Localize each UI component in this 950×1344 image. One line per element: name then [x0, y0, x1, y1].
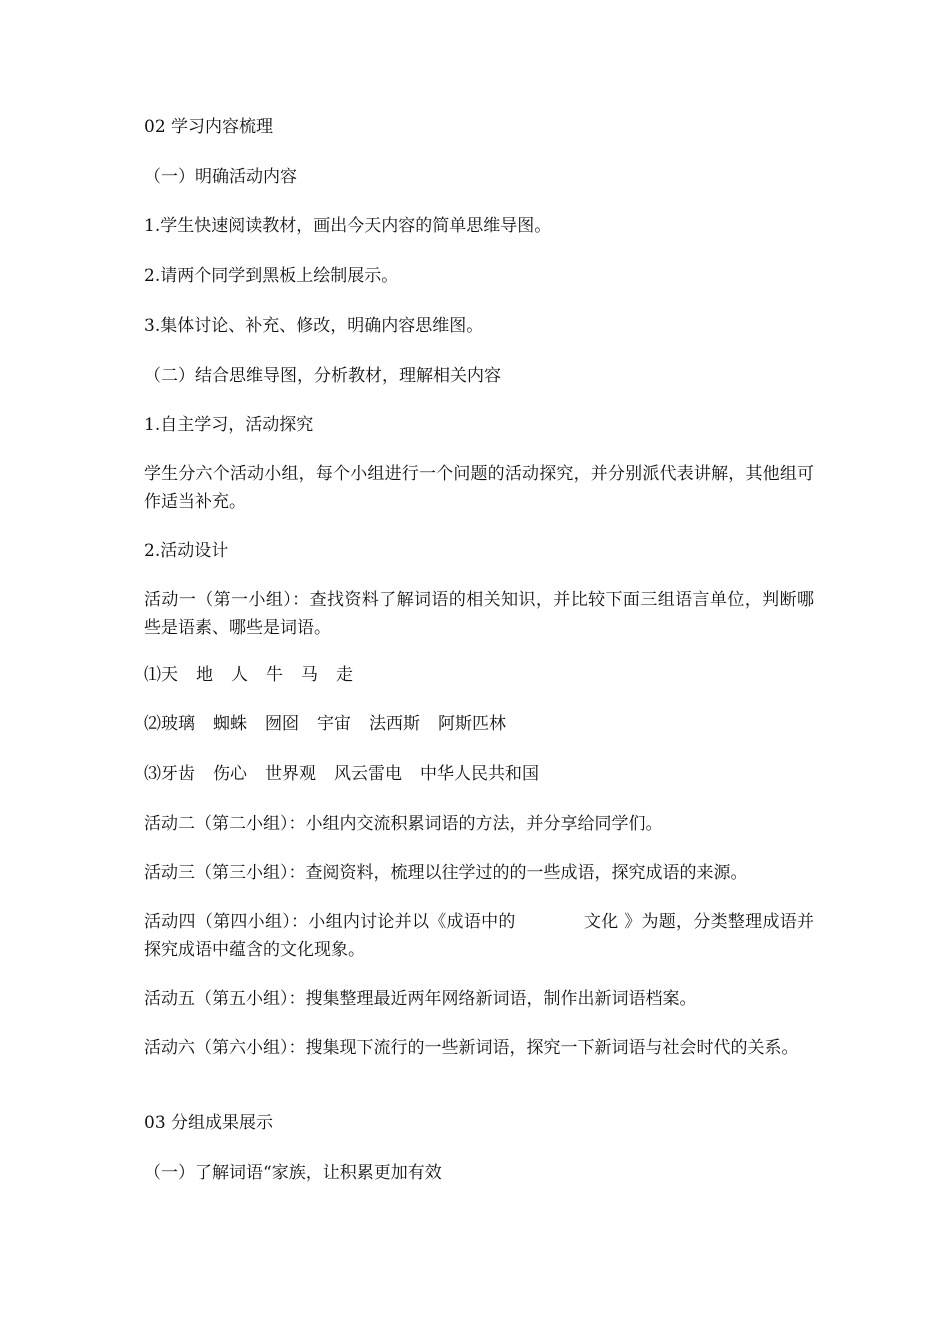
word: 玻璃 — [161, 714, 195, 734]
word-group-label: ⑵ — [144, 714, 161, 734]
word: 风云雷电 — [334, 764, 402, 784]
activity-2: 活动二（第二小组）：小组内交流积累词语的方法，并分享给同学们。 — [144, 814, 663, 834]
paragraph-4: 1.自主学习，活动探究 — [144, 415, 314, 435]
paragraph-3: 3.集体讨论、补充、修改，明确内容思维图。 — [144, 316, 484, 336]
word-group-2 — [144, 711, 814, 737]
subheading-3: （一）了解词语“家族，让积累更加有效 — [144, 1163, 442, 1183]
word: 马 — [301, 665, 318, 685]
activity-4 — [144, 908, 814, 964]
paragraph-5: 学生分六个活动小组，每个小组进行一个问题的活动探究，并分别派代表讲解，其他组可作适当补充。 — [144, 464, 814, 512]
activity-1: 活动一（第一小组）：查找资料了解词语的相关知识，并比较下面三组语言单位，判断哪些是语素、哪些是词语。 — [144, 590, 814, 638]
activity-3: 活动三（第三小组）：查阅资料，梳理以往学过的的一些成语，探究成语的来源。 — [144, 863, 748, 883]
word: 囫囵 — [265, 714, 299, 734]
activity-5: 活动五（第五小组）：搜集整理最近两年网络新词语，制作出新词语档案。 — [144, 989, 697, 1009]
word: 阿斯匹林 — [438, 714, 506, 734]
word: 牙齿 — [161, 764, 195, 784]
paragraph-1: 1.学生快速阅读教材，画出今天内容的简单思维导图。 — [144, 216, 552, 236]
section-heading-03: 03 分组成果展示 — [144, 1113, 274, 1133]
word: 蜘蛛 — [213, 714, 247, 734]
word: 地 — [196, 665, 213, 685]
section-heading-02: 02 学习内容梳理 — [144, 117, 274, 137]
subheading-2: （二）结合思维导图，分析教材，理解相关内容 — [144, 366, 501, 386]
word: 宇宙 — [317, 714, 351, 734]
word: 牛 — [266, 665, 283, 685]
word-group-1 — [144, 662, 814, 688]
activity-4-part-2: 文化 》为题，分类整理成语并探究成语中蕴含的文化现象。 — [144, 912, 815, 960]
word: 法西斯 — [369, 714, 420, 734]
word: 世界观 — [265, 764, 316, 784]
word-group-label: ⑶ — [144, 764, 161, 784]
paragraph-6: 2.活动设计 — [144, 541, 229, 561]
word: 伤心 — [213, 764, 247, 784]
word: 天 — [161, 665, 178, 685]
activity-6: 活动六（第六小组）：搜集现下流行的一些新词语，探究一下新词语与社会时代的关系。 — [144, 1038, 799, 1058]
subheading-1: （一）明确活动内容 — [144, 167, 297, 187]
word: 中华人民共和国 — [420, 764, 539, 784]
word: 走 — [336, 665, 353, 685]
word-group-label: ⑴ — [144, 665, 161, 685]
word: 人 — [231, 665, 248, 685]
activity-4-part-1: 活动四（第四小组）：小组内讨论并以《成语中的 — [144, 912, 516, 932]
paragraph-2: 2.请两个同学到黑板上绘制展示。 — [144, 266, 399, 286]
word-group-3 — [144, 761, 814, 787]
